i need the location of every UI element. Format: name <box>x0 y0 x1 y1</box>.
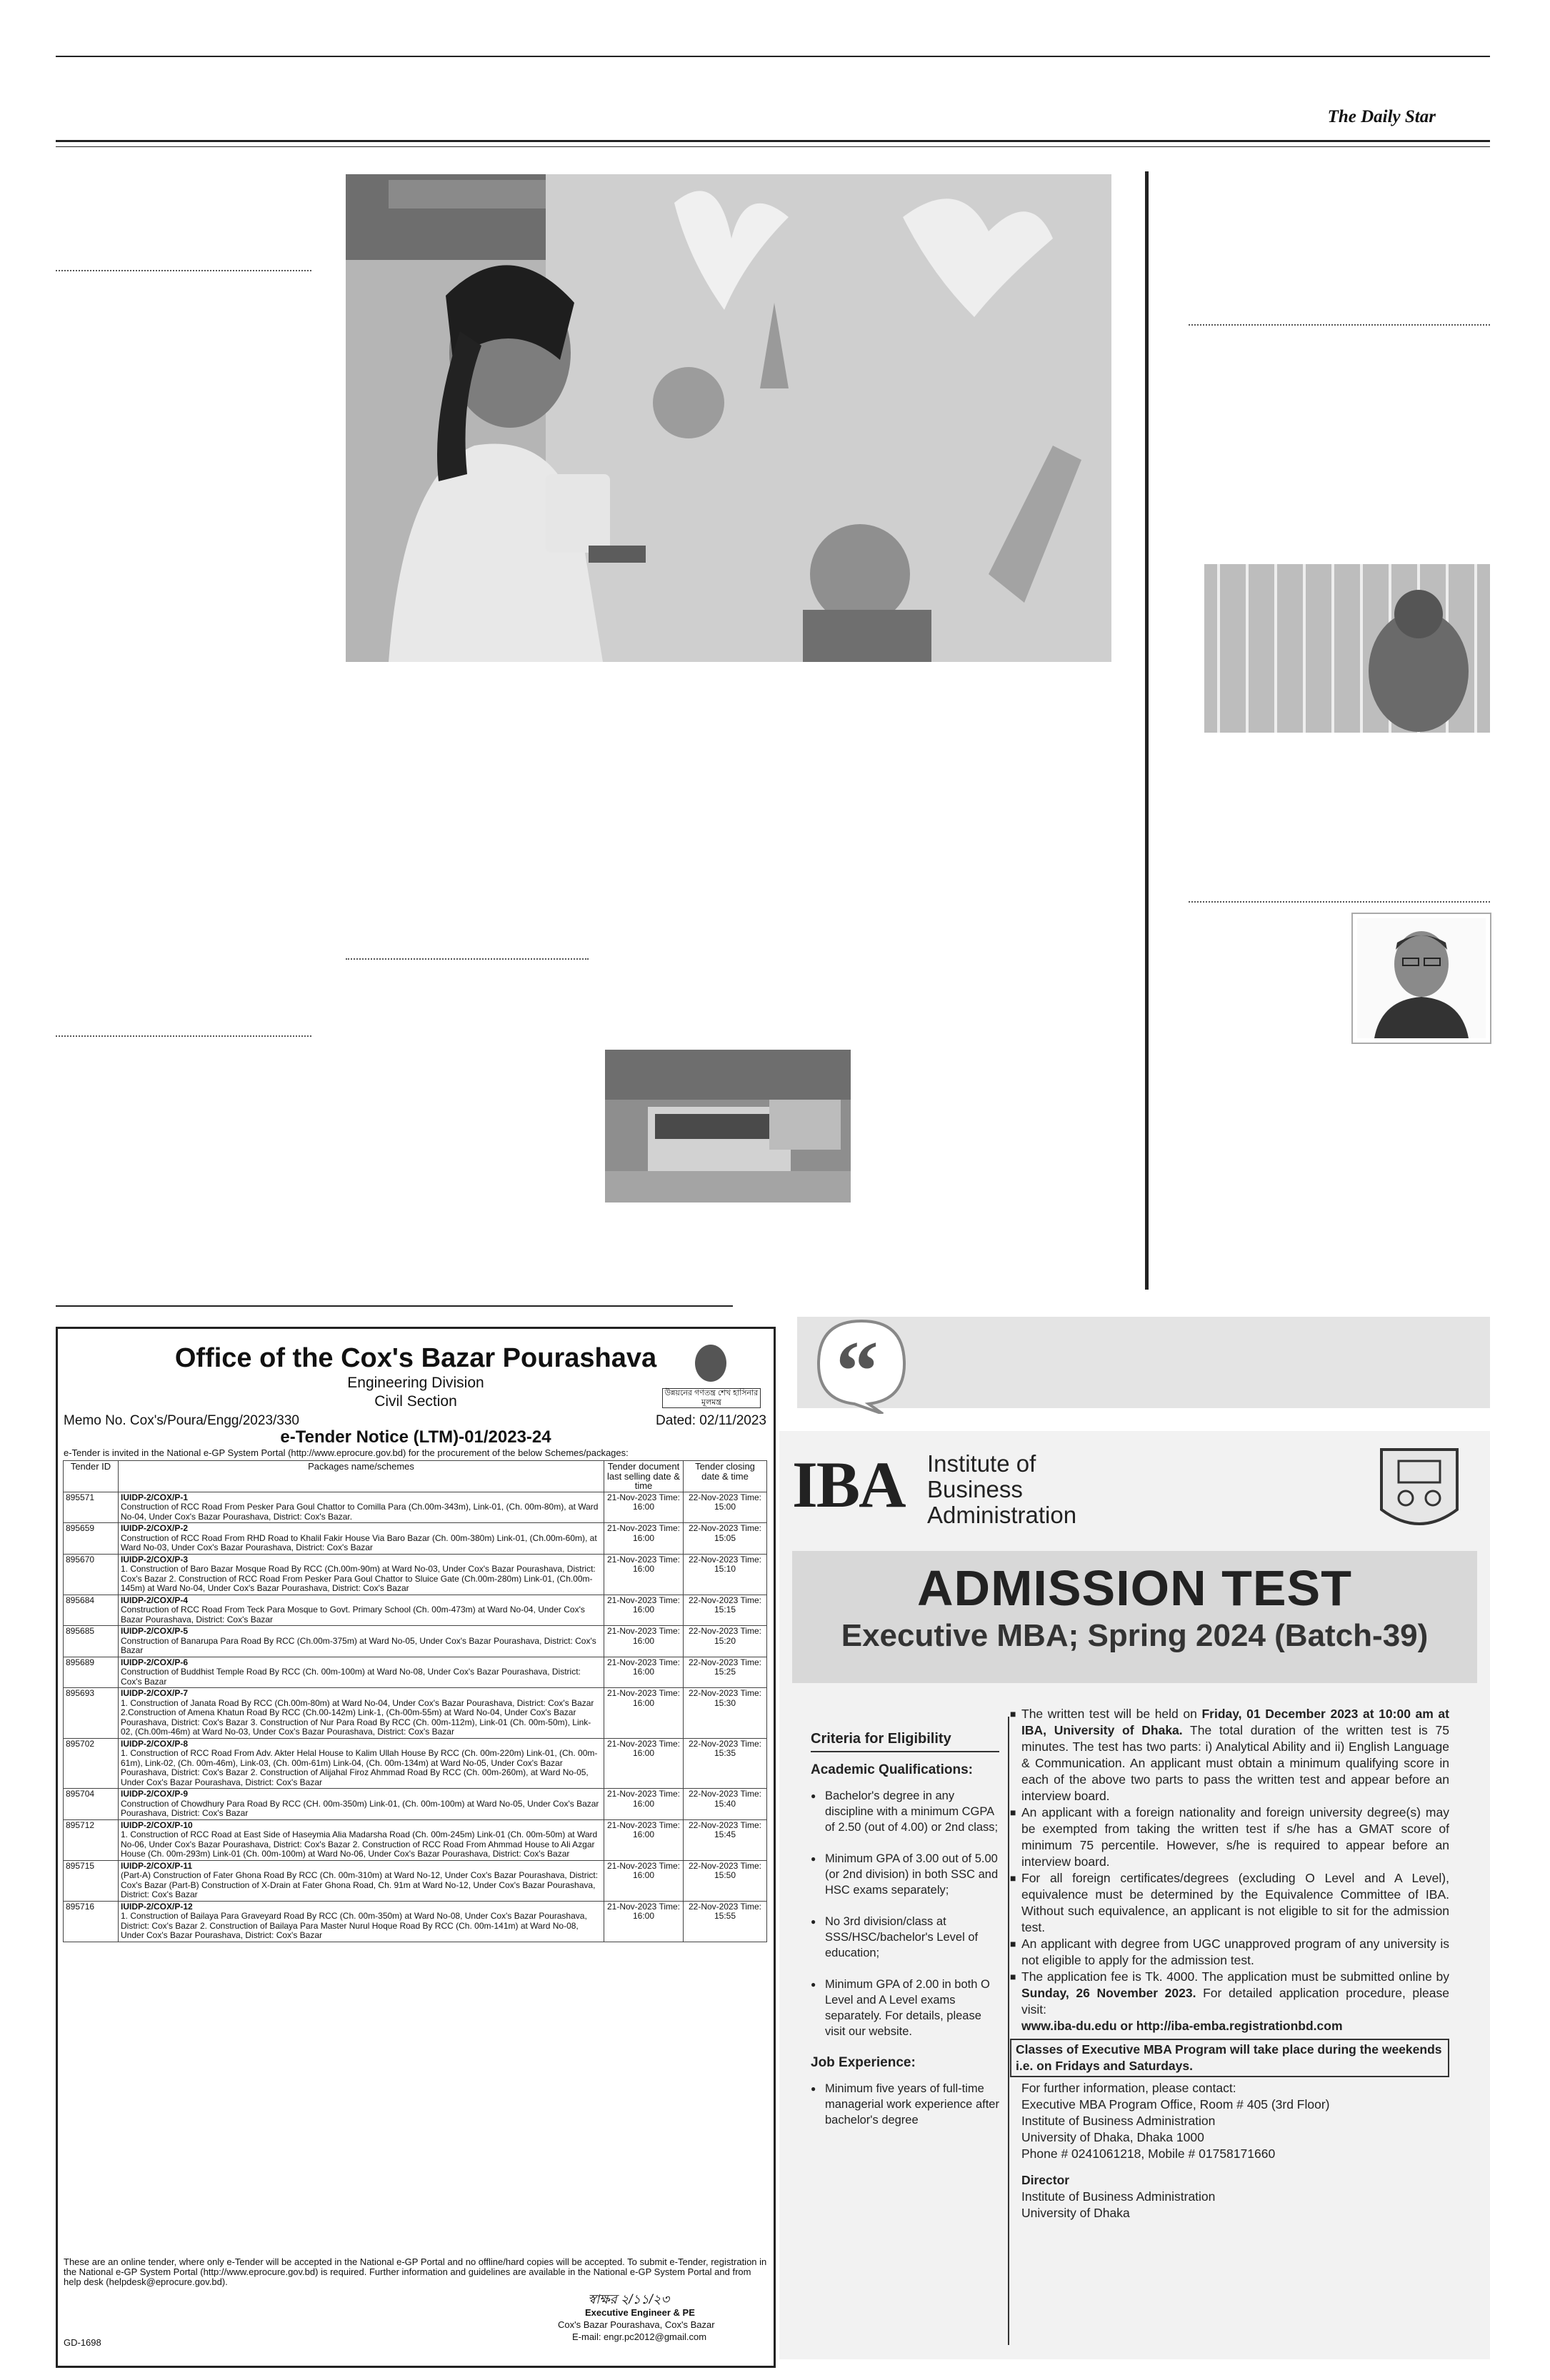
tender-closing-date: 22-Nov-2023 Time: 15:25 <box>684 1657 767 1688</box>
package-description: Construction of Chowdhury Para Road By RCC (CH. 00m-350m) Link-01, (Ch. 00m-100m) at Ward No-05, Under Cox's Bazar Pourashava, District: Cox's Bazar <box>121 1798 599 1818</box>
tender-id: 895659 <box>64 1523 119 1555</box>
tender-closing-date: 22-Nov-2023 Time: 15:00 <box>684 1492 767 1523</box>
column-divider <box>1145 171 1149 1290</box>
tender-id: 895685 <box>64 1626 119 1657</box>
tender-package <box>119 1860 604 1901</box>
tender-selling-date: 21-Nov-2023 Time: 16:00 <box>604 1738 684 1789</box>
tender-row <box>64 1554 767 1595</box>
tender-closing-date: 22-Nov-2023 Time: 15:15 <box>684 1595 767 1626</box>
tender-row <box>64 1595 767 1626</box>
foreign-applicant-info: ■ An applicant with a foreign nationality and foreign university degree(s) may be exempted from taking the written test if s/he has a GMAT score of minimum 75 percentile. However, s/he is required to appear before an interview board. <box>1010 1804 1449 1870</box>
tender-package <box>119 1901 604 1942</box>
contact-line: Executive MBA Program Office, Room # 405 (3rd Floor) <box>1021 2097 1330 2112</box>
contact-intro: For further information, please contact: <box>1021 2081 1236 2095</box>
package-code: IUIDP-2/COX/P-10 <box>121 1819 193 1830</box>
tender-id: 895693 <box>64 1688 119 1739</box>
tender-date: Dated: 02/11/2023 <box>656 1413 766 1428</box>
tender-selling-date: 21-Nov-2023 Time: 16:00 <box>604 1657 684 1688</box>
header-tender-id: Tender ID <box>64 1461 119 1492</box>
tender-closing-date: 22-Nov-2023 Time: 15:05 <box>684 1523 767 1555</box>
svg-text:“: “ <box>836 1323 879 1414</box>
admission-details <box>1010 1706 1449 2221</box>
tender-row <box>64 1523 767 1555</box>
iba-name-line1: Institute of <box>927 1450 1036 1477</box>
government-logo-badge <box>662 1342 761 1413</box>
package-code: IUIDP-2/COX/P-7 <box>121 1688 189 1698</box>
director-title: Director <box>1021 2173 1070 2187</box>
iba-admission-ad <box>779 1431 1490 2359</box>
package-code: IUIDP-2/COX/P-3 <box>121 1554 189 1565</box>
package-description: Construction of Buddhist Temple Road By RCC (Ch. 00m-100m) at Ward No-08, Under Cox's Bazar Pourashava, District: Cox's Bazar <box>121 1667 581 1687</box>
package-code: IUIDP-2/COX/P-4 <box>121 1595 189 1605</box>
tender-selling-date: 21-Nov-2023 Time: 16:00 <box>604 1626 684 1657</box>
tender-selling-date: 21-Nov-2023 Time: 16:00 <box>604 1688 684 1739</box>
traffic-bus-photo <box>605 1050 851 1202</box>
tender-selling-date: 21-Nov-2023 Time: 16:00 <box>604 1492 684 1523</box>
tender-footnote: These are an online tender, where only e-Tender will be accepted in the National e-GP Portal and no offline/hard copies will be accepted. To submit e-Tender, registration in the National e-GP System Portal (http://www.eprocure.gov.bd) is required. Further information and guidelines are available in the National e-GP System Portal and from help desk (helpdesk@eprocure.gov.bd). <box>64 2256 767 2287</box>
signer-email: E-mail: engr.pc2012@gmail.com <box>572 2331 707 2342</box>
left-double-quotation-icon <box>811 1314 926 1414</box>
signer-organization: Cox's Bazar Pourashava, Cox's Bazar <box>558 2319 715 2330</box>
package-description: 1. Construction of RCC Road From Adv. Akter Helal House to Kalim Ullah House By RCC (Ch. 00m-220m) Link-01, (Ch. 00m-61m), Link-02, (Ch. 00m-46m), Link-03, (Ch. 00m-61m) Link-04, (Ch. 00m-134m) at Ward No-05, Under Cox's Bazar Pourashava, District: Cox's Bazar 2. Construction of Alijahal Firoz Ahmmad Road By RCC (Ch. 00m-260m), at Ward No-05, Under Cox's Bazar Pourashava, District: Cox's Bazar <box>121 1748 598 1787</box>
tender-id: 895704 <box>64 1789 119 1820</box>
tender-table-header <box>64 1461 767 1492</box>
academic-item: ● Minimum GPA of 2.00 in both O Level and A Level exams separately. For details, please visit our website. <box>811 1977 999 2039</box>
tender-closing-date: 22-Nov-2023 Time: 15:30 <box>684 1688 767 1739</box>
written-test-info: ■ The written test will be held on Friday, 01 December 2023 at 10:00 am at IBA, University of Dhaka. The total duration of the written test is 75 minutes. The test has two parts: i) Analytical Ability and ii) English Language & Communication. An applicant must obtain a minimum qualifying score in each of the above two parts to pass the written test and appear before an interview board. <box>1010 1706 1449 1804</box>
tender-selling-date: 21-Nov-2023 Time: 16:00 <box>604 1819 684 1860</box>
bottom-section-rule <box>56 1305 733 1307</box>
tender-closing-date: 22-Nov-2023 Time: 15:50 <box>684 1860 767 1901</box>
center-column-rule <box>346 958 589 960</box>
tender-closing-date: 22-Nov-2023 Time: 15:55 <box>684 1901 767 1942</box>
tender-row <box>64 1819 767 1860</box>
tender-notice-ad <box>56 1327 776 2368</box>
contact-line: University of Dhaka, Dhaka 1000 <box>1021 2130 1204 2144</box>
quote-banner <box>797 1317 1490 1414</box>
tender-id: 895571 <box>64 1492 119 1523</box>
iba-institute-name <box>927 1451 1076 1528</box>
tender-closing-date: 22-Nov-2023 Time: 15:35 <box>684 1738 767 1789</box>
package-description: Construction of Banarupa Para Road By RCC (Ch.00m-375m) at Ward No-05, Under Cox's Bazar Pourashava, District: Cox's Bazar <box>121 1635 596 1655</box>
tender-row <box>64 1860 767 1901</box>
university-crest-icon <box>1377 1445 1461 1538</box>
application-url[interactable]: www.iba-du.edu or http://iba-emba.registrationbd.com <box>1021 2019 1343 2033</box>
tender-package <box>119 1688 604 1739</box>
header-selling-date: Tender document last selling date & time <box>604 1461 684 1492</box>
header-closing-date: Tender closing date & time <box>684 1461 767 1492</box>
tender-selling-date: 21-Nov-2023 Time: 16:00 <box>604 1595 684 1626</box>
director-org: University of Dhaka <box>1021 2206 1130 2220</box>
package-code: IUIDP-2/COX/P-8 <box>121 1738 189 1749</box>
masthead-rule-thin <box>56 146 1490 147</box>
criteria-heading: Criteria for Eligibility <box>811 1731 999 1752</box>
package-code: IUIDP-2/COX/P-1 <box>121 1492 189 1502</box>
tender-closing-date: 22-Nov-2023 Time: 15:40 <box>684 1789 767 1820</box>
tender-package <box>119 1789 604 1820</box>
right-column-rule-1 <box>1189 324 1490 326</box>
application-fee-info: ■ The application fee is Tk. 4000. The application must be submitted online by Sunday, 26 November 2023. For detailed application procedure, please visit: <box>1010 1969 1449 2018</box>
signer-title: Executive Engineer & PE <box>585 2307 695 2318</box>
package-description: 1. Construction of Janata Road By RCC (Ch.00m-80m) at Ward No-04, Under Cox's Bazar Pourashava, District: Cox's Bazar 2.Construction of Amena Khatun Road By RCC (Ch.00-142m) Link-1, (Ch-00m-55m) at Ward No-04, Under Cox's Bazar Pourashava, District: Cox's Bazar 3. Construction of Nur Para Road By RCC (Ch. 00m-112m), Link-01 (Ch. 00m-50m), Link-02, (Ch.00m-46m) at Ward No-03, Under Cox's Bazar Pourashava, District: Cox's Bazar <box>121 1697 594 1737</box>
tender-package <box>119 1738 604 1789</box>
job-heading: Job Experience: <box>811 2055 916 2070</box>
admission-title-band <box>792 1551 1477 1683</box>
masthead-logo: The Daily Star <box>1327 107 1436 126</box>
tender-id: 895670 <box>64 1554 119 1595</box>
left-column-rule-1 <box>56 270 311 271</box>
package-description: Construction of RCC Road From RHD Road to Khalil Fakir House Via Baro Bazar (Ch. 00m-380m) Link-01, (Ch.00m-60m), at Ward No-03, Under Cox's Bazar Pourashava, District: Cox's Bazar <box>121 1532 597 1552</box>
package-description: (Part-A) Construction of Fater Ghona Road By RCC (Ch. 00m-310m) at Ward No-12, Under Cox's Bazar Pourashava, District: Cox's Bazar (Part-B) Construction of X-Drain at Fater Ghona Road, Ch. 91m at Ward No-12, Under Cox's Bazar Pourashava, District: Cox's Bazar <box>121 1870 599 1899</box>
tender-package <box>119 1819 604 1860</box>
tender-id: 895702 <box>64 1738 119 1789</box>
academic-item: ● Minimum GPA of 3.00 out of 5.00 (or 2nd division) in both SSC and HSC exams separately; <box>811 1851 999 1898</box>
package-description: Construction of RCC Road From Teck Para Mosque to Govt. Primary School (Ch. 00m-473m) at Ward No-04, Under Cox's Bazar Pourashava, District: Cox's Bazar <box>121 1605 585 1625</box>
tender-memo-number: Memo No. Cox's/Poura/Engg/2023/330 <box>64 1413 299 1428</box>
tender-package <box>119 1595 604 1626</box>
tender-row <box>64 1789 767 1820</box>
tender-closing-date: 22-Nov-2023 Time: 15:45 <box>684 1819 767 1860</box>
package-description: Construction of RCC Road From Pesker Para Goul Chattor to Comilla Para (Ch.00m-343m), Link-01, (Ch. 00m-80m), at Ward No-04, Under Cox's Bazar Pourashava, District: Cox's Bazar. <box>121 1502 599 1522</box>
iba-name-line3: Administration <box>927 1502 1077 1528</box>
gd-code: GD-1698 <box>64 2337 101 2348</box>
package-description: 1. Construction of Baro Bazar Mosque Road By RCC (Ch.00m-90m) at Ward No-03, Under Cox's Bazar Pourashava, District: Cox's Bazar 2. Construction of RCC Road From Pesker Para Goul Chattor to Sluice Gate (Ch.00m-280m) Link-01, (Ch.00m-145m) at Ward No-04, Under Cox's Bazar Pourashava, District: Cox's Bazar <box>121 1564 596 1593</box>
tender-row <box>64 1657 767 1688</box>
header-packages: Packages name/schemes <box>119 1461 604 1492</box>
government-slogan-badge: উন্নয়নের গণতন্ত্র শেখ হাসিনার মূলমন্ত্র <box>662 1388 761 1408</box>
iba-logo: IBA <box>792 1448 905 1521</box>
contact-phone: Phone # 0241061218, Mobile # 01758171660 <box>1021 2146 1276 2161</box>
tender-package <box>119 1554 604 1595</box>
tender-row <box>64 1738 767 1789</box>
monkey-in-cage-photo <box>1204 564 1490 733</box>
tender-id: 895715 <box>64 1860 119 1901</box>
tender-row <box>64 1901 767 1942</box>
weekend-classes-note: Classes of Executive MBA Program will take place during the weekends i.e. on Fridays and Saturdays. <box>1010 2039 1449 2077</box>
portrait-emblem-icon <box>662 1342 761 1385</box>
tender-section: Civil Section <box>374 1393 457 1410</box>
tender-selling-date: 21-Nov-2023 Time: 16:00 <box>604 1789 684 1820</box>
tender-selling-date: 21-Nov-2023 Time: 16:00 <box>604 1901 684 1942</box>
tender-row <box>64 1492 767 1523</box>
academic-heading: Academic Qualifications: <box>811 1762 974 1777</box>
eligibility-column <box>811 1731 999 2144</box>
program-subtitle: Executive MBA; Spring 2024 (Batch-39) <box>841 1618 1429 1653</box>
tender-notice-title: e-Tender Notice (LTM)-01/2023-24 <box>280 1427 551 1447</box>
tender-package <box>119 1657 604 1688</box>
top-rule <box>56 56 1490 57</box>
tender-closing-date: 22-Nov-2023 Time: 15:20 <box>684 1626 767 1657</box>
tender-id: 895684 <box>64 1595 119 1626</box>
tender-id: 895716 <box>64 1901 119 1942</box>
package-description: 1. Construction of RCC Road at East Side of Haseymia Alia Madarsha Road (Ch. 00m-245m) Link-01 (Ch. 00m-50m) at Ward No-06, Under Cox's Bazar Pourashava, District: Cox's Bazar 2. Construction of RCC Road From Ahmmad House to Ali Azgar House (Ch. 00m-293m) Link-01 (Ch. 00m-100m) at Ward No-06, Under Cox's Bazar Pourashava, District: Cox's Bazar <box>121 1829 598 1859</box>
tender-selling-date: 21-Nov-2023 Time: 16:00 <box>604 1523 684 1555</box>
job-item: ● Minimum five years of full-time managerial work experience after bachelor's degree <box>811 2081 999 2128</box>
package-code: IUIDP-2/COX/P-2 <box>121 1523 189 1533</box>
tender-package <box>119 1626 604 1657</box>
tender-table <box>63 1460 767 1942</box>
contact-line: Institute of Business Administration <box>1021 2114 1216 2128</box>
contact-block <box>1010 2080 1449 2221</box>
tender-closing-date: 22-Nov-2023 Time: 15:10 <box>684 1554 767 1595</box>
signature: স্বাক্ষর ২/১১/২৩ <box>588 2292 670 2306</box>
tender-division: Engineering Division <box>347 1375 484 1391</box>
right-column-rule-2 <box>1189 901 1490 903</box>
package-code: IUIDP-2/COX/P-12 <box>121 1901 193 1912</box>
package-code: IUIDP-2/COX/P-11 <box>121 1860 193 1871</box>
academic-item: ● No 3rd division/class at SSS/HSC/bachelor's Level of education; <box>811 1914 999 1961</box>
columnist-portrait-photo <box>1351 913 1491 1044</box>
tender-intro: e-Tender is invited in the National e-GP System Portal (http://www.eprocure.gov.bd) for the procurement of the below Schemes/packages: <box>64 1447 629 1458</box>
director-org: Institute of Business Administration <box>1021 2189 1216 2204</box>
admission-test-title: ADMISSION TEST <box>916 1560 1353 1616</box>
package-code: IUIDP-2/COX/P-9 <box>121 1789 189 1799</box>
left-column-rule-2 <box>56 1035 311 1037</box>
tender-row <box>64 1626 767 1657</box>
tender-selling-date: 21-Nov-2023 Time: 16:00 <box>604 1554 684 1595</box>
tender-selling-date: 21-Nov-2023 Time: 16:00 <box>604 1860 684 1901</box>
main-photo-mural-painting <box>346 174 1111 662</box>
tender-office-name: Office of the Cox's Bazar Pourashava <box>174 1343 657 1373</box>
equivalence-info: ■ For all foreign certificates/degrees (excluding O Level and A Level), equivalence must be determined by the Equivalence Committee of IBA. Without such equivalence, an applicant is not eligible to sit for the admission test. <box>1010 1870 1449 1936</box>
tender-id: 895712 <box>64 1819 119 1860</box>
tender-package <box>119 1523 604 1555</box>
tender-id: 895689 <box>64 1657 119 1688</box>
tender-row <box>64 1688 767 1739</box>
package-code: IUIDP-2/COX/P-6 <box>121 1657 189 1667</box>
tender-package <box>119 1492 604 1523</box>
package-description: 1. Construction of Bailaya Para Graveyard Road By RCC (Ch. 00m-350m) at Ward No-08, Under Cox's Bazar Pourashava, District: Cox's Bazar 2. Construction of Bailaya Para Master Nurul Hoque Road By RCC (Ch. 00m-141m) at Ward No-08, Under Cox's Bazar Pourashava, District: Cox's Bazar <box>121 1911 587 1940</box>
iba-name-line2: Business <box>927 1476 1023 1502</box>
package-code: IUIDP-2/COX/P-5 <box>121 1626 189 1636</box>
academic-item: ● Bachelor's degree in any discipline with a minimum CGPA of 2.50 (out of 4.00) or 2nd class; <box>811 1788 999 1835</box>
ugc-info: ■ An applicant with degree from UGC unapproved program of any university is not eligible to apply for the admission test. <box>1010 1936 1449 1969</box>
masthead-rule <box>56 140 1490 142</box>
